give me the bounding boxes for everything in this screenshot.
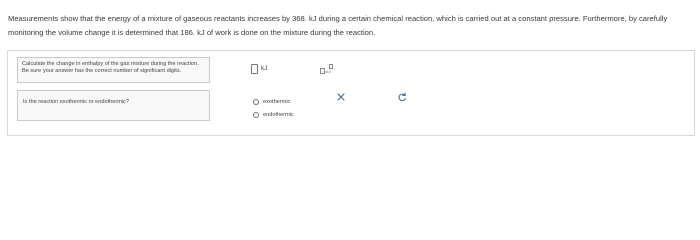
problem-statement: Measurements show that the energy of a mixture of gaseous reactants increases by 368. kJ during a certain chemical reaction, which is carried out at a constant pressure. Furthermore, by carefully monitoring the volume change it is determined that 186. kJ of work is done on the mixture during the reaction. (8, 14, 668, 37)
endothermic-radio[interactable] (253, 112, 259, 118)
exothermic-label: exothermic (263, 99, 291, 105)
clear-button[interactable] (333, 89, 349, 105)
x10-superscript-icon: x10 (325, 70, 331, 74)
reaction-type-question (17, 90, 210, 121)
enthalpy-question (17, 57, 210, 83)
close-icon (336, 92, 346, 102)
endothermic-option[interactable] (253, 110, 294, 120)
kj-unit-label: kJ (261, 65, 268, 72)
exothermic-radio[interactable] (253, 99, 259, 105)
reaction-type-question-text: Is the reaction exothermic or endothermic? (23, 99, 130, 105)
undo-icon (397, 92, 407, 102)
enthalpy-question-text: Calculate the change in enthalpy of the gas mixture during the reaction. Be sure your answer has the correct number of significant digits. (22, 61, 199, 74)
enthalpy-answer-input[interactable] (251, 64, 258, 74)
scientific-notation-button[interactable] (320, 64, 333, 76)
exothermic-option[interactable] (253, 97, 290, 107)
endothermic-label: endothermic (263, 112, 294, 118)
scientific-notation-exponent-box (329, 64, 333, 69)
reset-button[interactable] (394, 89, 410, 105)
